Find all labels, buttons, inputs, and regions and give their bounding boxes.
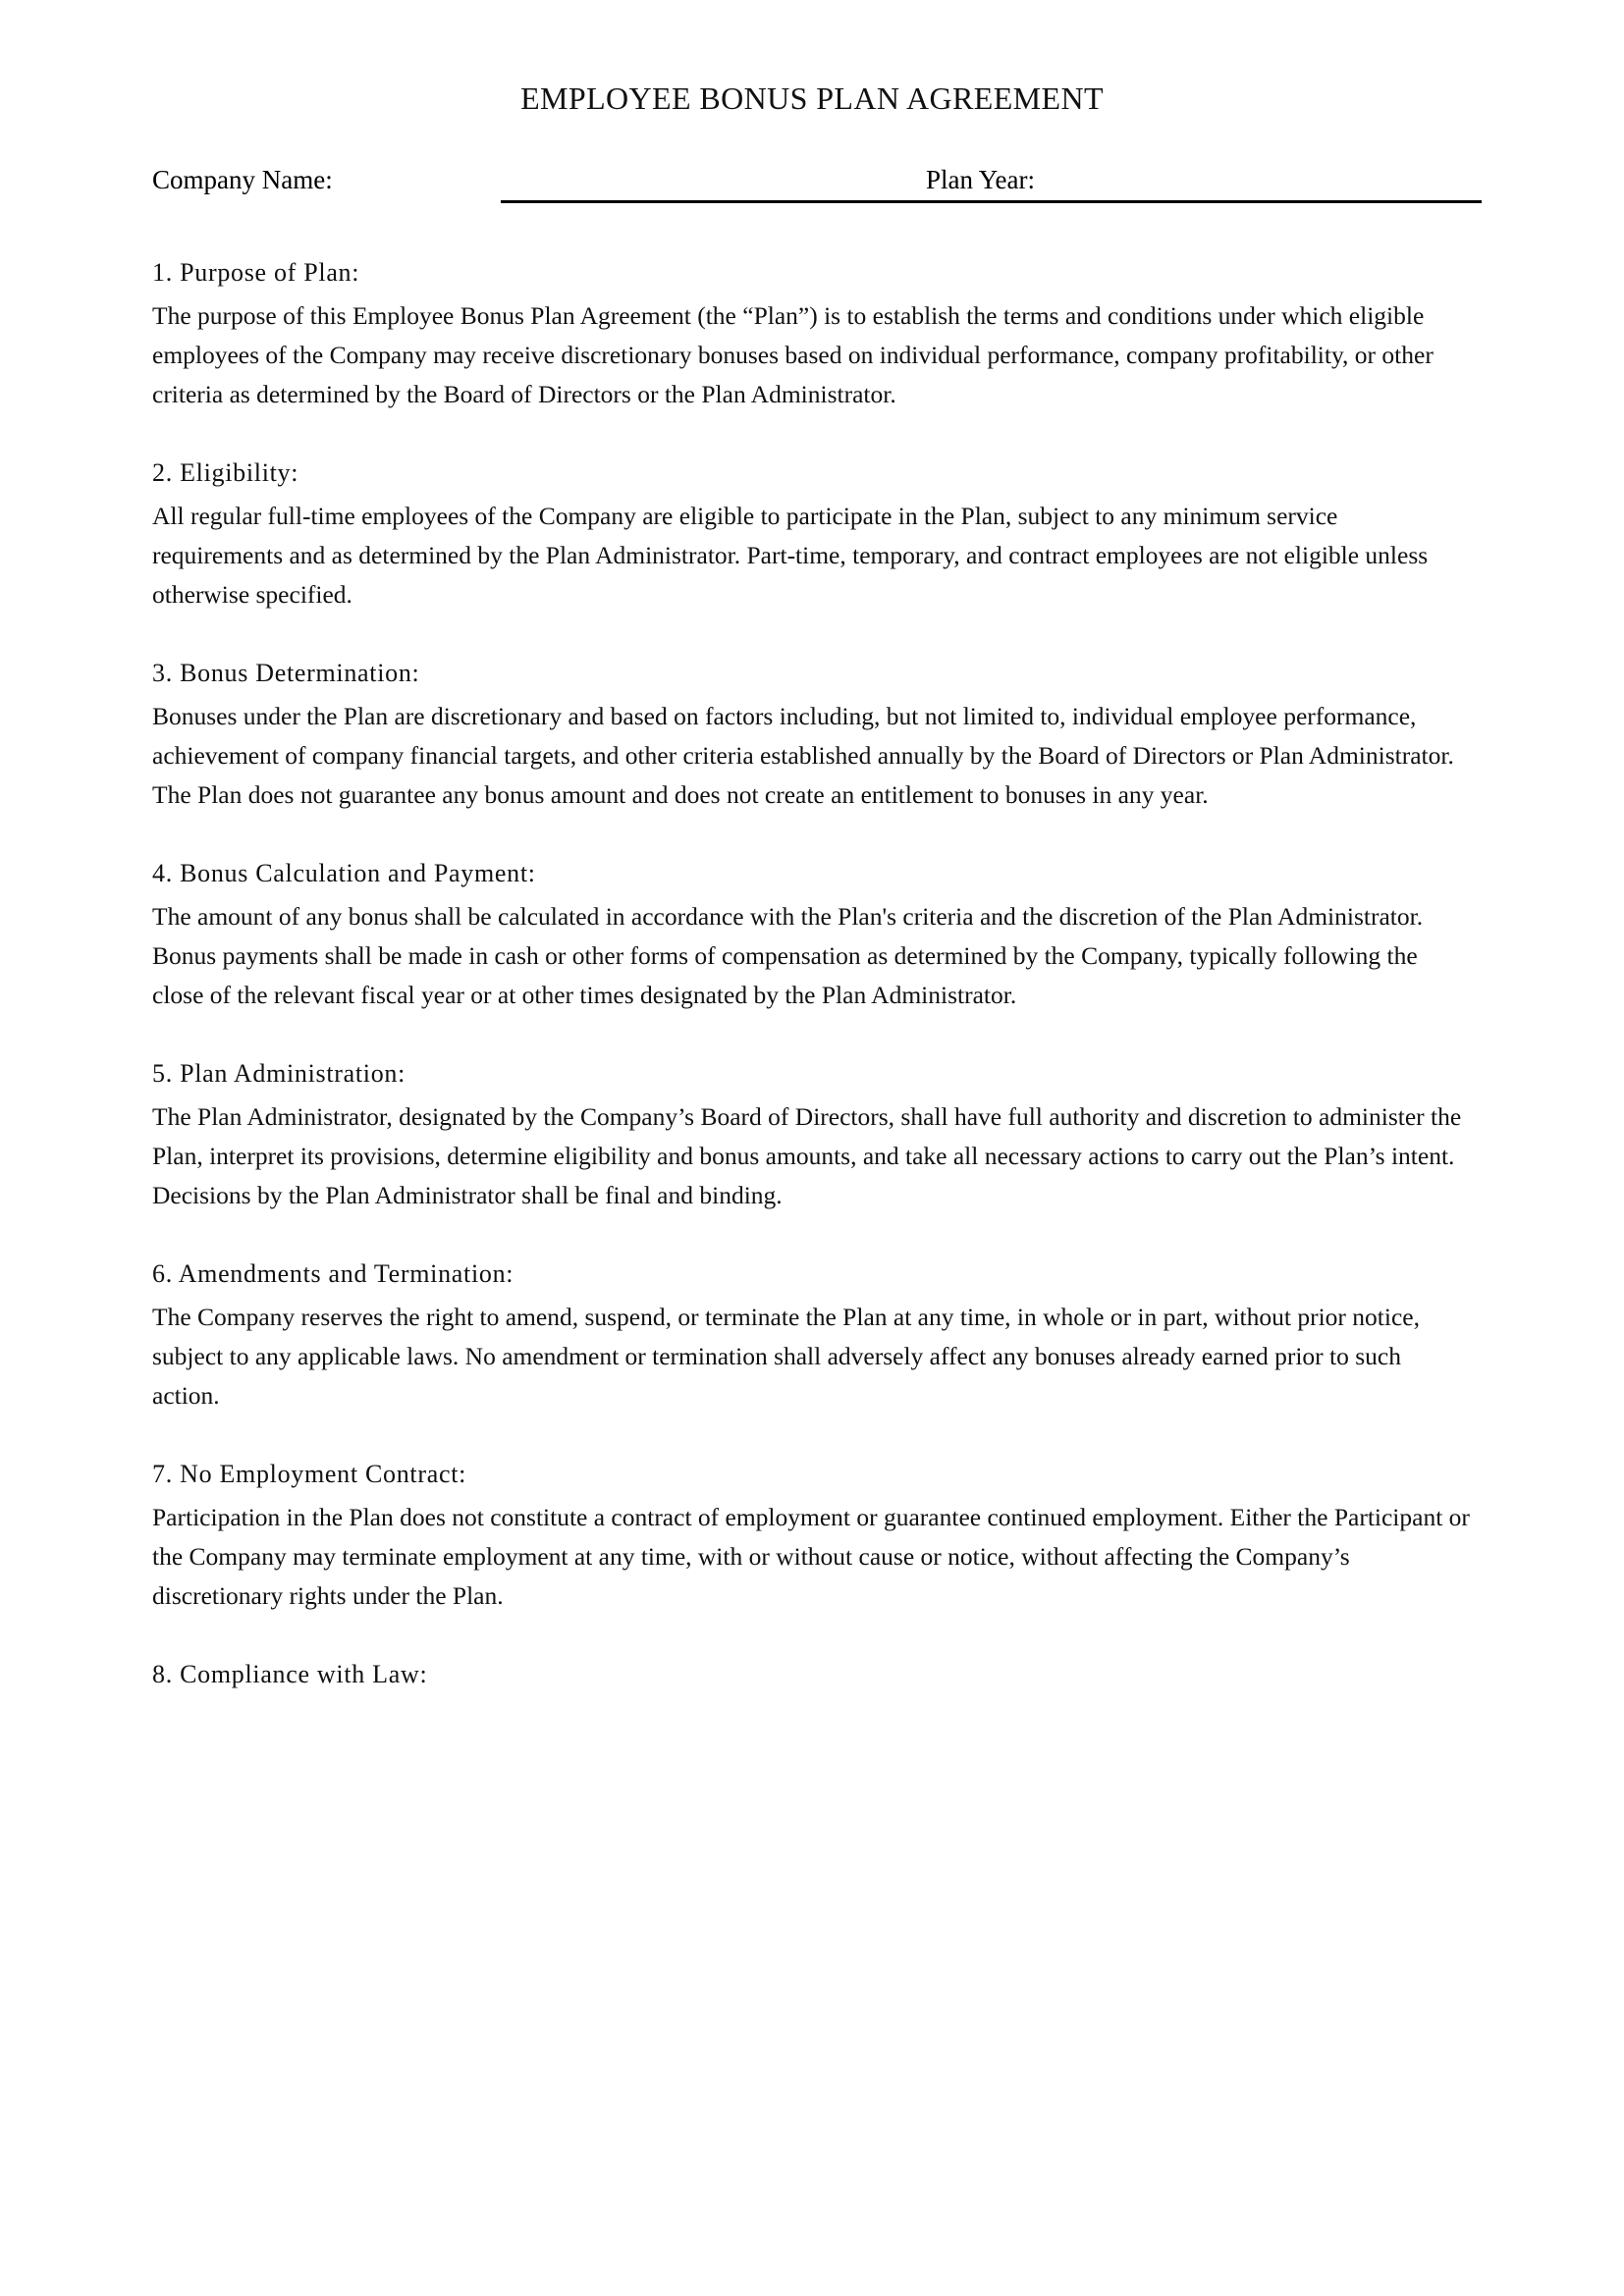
plan-year-label: Plan Year: [926,165,1036,194]
page-title: EMPLOYEE BONUS PLAN AGREEMENT [520,80,1104,116]
document-header-row [152,163,1472,214]
section-body: The purpose of this Employee Bonus Plan Agreement (the “Plan”) is to establish the terms and conditions under which eligible employees of the Company may receive discretionary bonuses based on individual performance, company profitability, or other criteria as determined by the Board of Directors or the Plan Administrator. [152,301,1434,408]
section-5-plan-administration [152,1054,1472,1215]
section-2-eligibility [152,454,1472,614]
section-1-purpose-of-plan [152,253,1472,414]
section-heading: 2. Eligibility: [152,458,299,487]
section-body: Participation in the Plan does not constitute a contract of employment or guarantee continued employment. Either the Participant or the Company may terminate employment at any time, with or without cause or notice, without affecting the Company’s discretionary rights under the Plan. [152,1503,1470,1610]
section-4-bonus-calculation-and-payment [152,854,1472,1015]
section-3-bonus-determination [152,654,1472,815]
section-body: The Company reserves the right to amend, suspend, or terminate the Plan at any time, in whole or in part, without prior notice, subject to any applicable laws. No amendment or termination shall adversely affect any bonuses already earned prior to such action. [152,1303,1420,1410]
header-fill-in-rule [501,200,1482,203]
section-heading: 6. Amendments and Termination: [152,1259,514,1288]
section-body: Bonuses under the Plan are discretionary and based on factors including, but not limited to, individual employee performance, achievement of company financial targets, and other criteria established annually by the Board of Directors or Plan Administrator. The Plan does not guarantee any bonus amount and does not create an entitlement to bonuses in any year. [152,702,1454,809]
section-body: The amount of any bonus shall be calculated in accordance with the Plan's criteria and the discretion of the Plan Administrator. Bonus payments shall be made in cash or other forms of compensation as determined by the Company, typically following the close of the relevant fiscal year or at other times designated by the Plan Administrator. [152,902,1424,1009]
section-heading: 5. Plan Administration: [152,1059,406,1088]
section-8-compliance-with-law [152,1655,1472,1694]
section-heading: 7. No Employment Contract: [152,1460,467,1488]
section-heading: 1. Purpose of Plan: [152,258,360,287]
section-heading: 4. Bonus Calculation and Payment: [152,859,536,887]
section-7-no-employment-contract [152,1455,1472,1616]
section-heading: 3. Bonus Determination: [152,659,420,687]
section-body: The Plan Administrator, designated by the Company’s Board of Directors, shall have full authority and discretion to administer the Plan, interpret its provisions, determine eligibility and bonus amounts, and take all necessary actions to carry out the Plan’s intent. Decisions by the Plan Administrator shall be final and binding. [152,1102,1462,1209]
section-6-amendments-and-termination [152,1255,1472,1415]
section-body: All regular full-time employees of the Company are eligible to participate in the Plan, subject to any minimum service requirements and as determined by the Plan Administrator. Part-time, temporary, and contract employees are not eligible unless otherwise specified. [152,502,1429,609]
section-heading: 8. Compliance with Law: [152,1660,428,1688]
company-name-label: Company Name: [152,165,333,194]
